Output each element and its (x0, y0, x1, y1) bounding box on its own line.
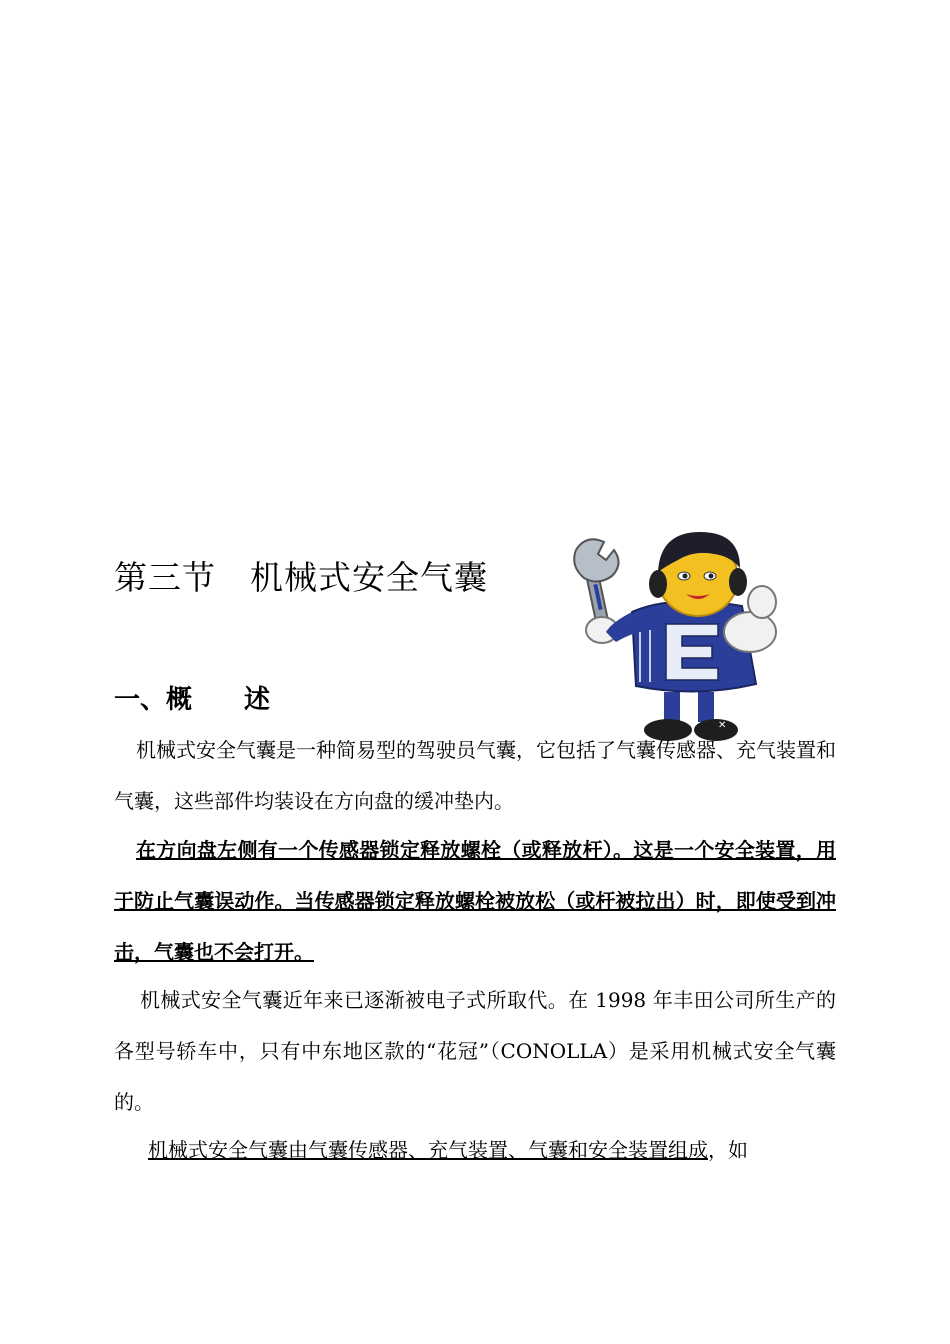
paragraph-overview: 机械式安全气囊是一种简易型的驾驶员气囊，它包括了气囊传感器、充气装置和气囊，这些部件均装设在方向盘的缓冲垫内。 (114, 738, 836, 813)
subsection-title: 一、概 述 (114, 685, 271, 715)
svg-text:✕: ✕ (718, 720, 727, 731)
section-title: 第三节 机械式安全气囊 (114, 558, 488, 597)
composition-underlined-text: 机械式安全气囊由气囊传感器、充气装置、气囊和安全装置组成 (148, 1138, 708, 1162)
paragraph-safety-device: 在方向盘左侧有一个传感器锁定释放螺栓（或释放杆）。这是一个安全装置，用于防止气囊误动作。当传感器锁定释放螺栓被放松（或杆被拉出）时，即使受到冲击，气囊也不会打开。 (114, 838, 836, 964)
composition-rest-text: ，如 (708, 1138, 748, 1162)
paragraph-composition (114, 1125, 836, 1176)
paragraph-history: 机械式安全气囊近年来已逐渐被电子式所取代。在 1998 年丰田公司所生产的各型号轿车中，只有中东地区款的“花冠”（CONOLLA）是采用机械式安全气囊的。 (114, 988, 836, 1114)
mechanic-mascot-icon (570, 532, 782, 752)
